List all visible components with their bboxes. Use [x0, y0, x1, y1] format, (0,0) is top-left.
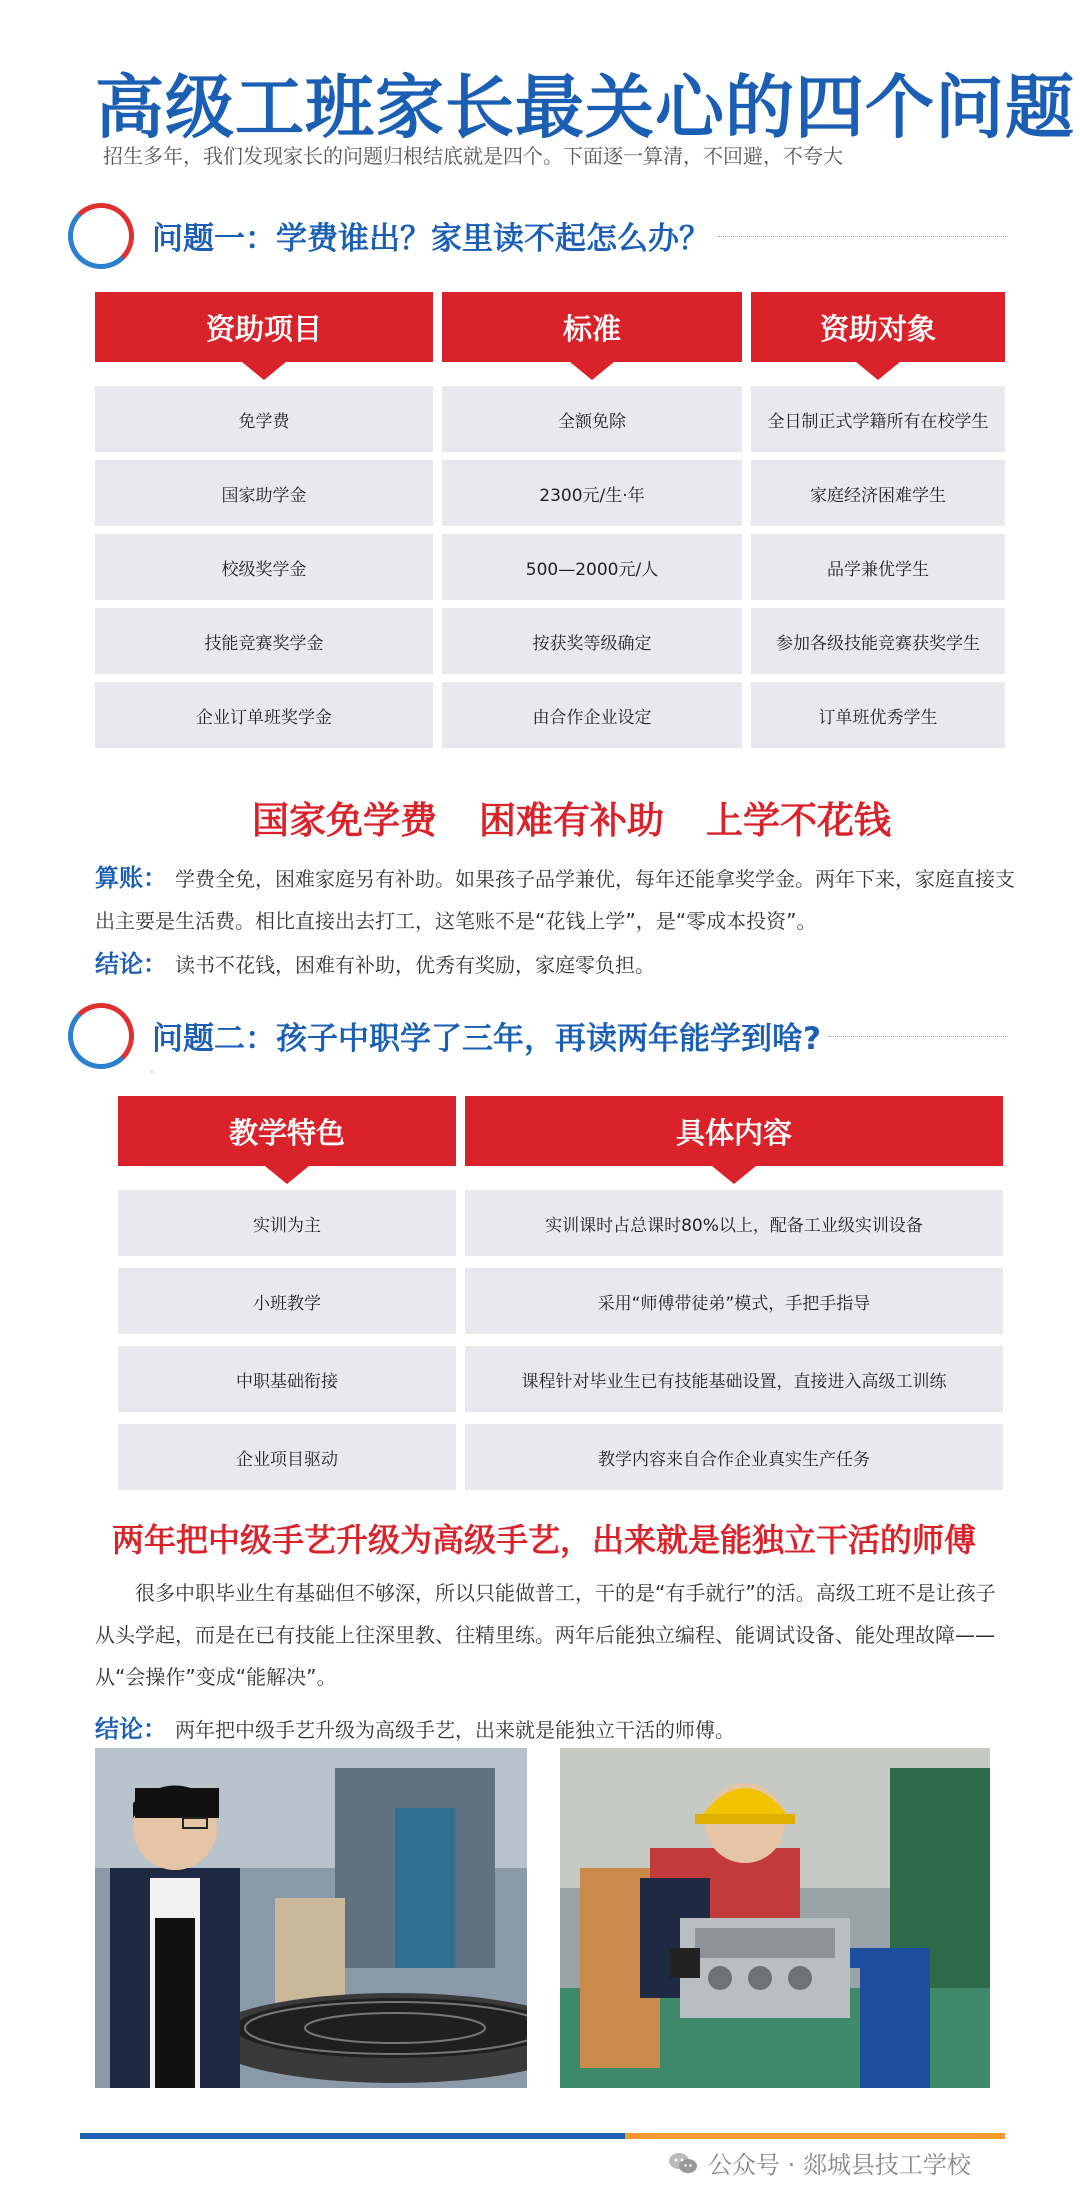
table-cell: 小班教学: [118, 1268, 456, 1334]
table-cell: 由合作企业设定: [442, 682, 742, 748]
table-header-cell: 标准: [442, 292, 742, 362]
account-paragraph: [95, 857, 1015, 942]
table-cell: 2300元/生·年: [442, 460, 742, 526]
divider: [828, 1036, 1008, 1037]
student-engine-photo: [560, 1748, 990, 2088]
table-cell: 实训为主: [118, 1190, 456, 1256]
table-cell: 家庭经济困难学生: [751, 460, 1005, 526]
slogan-part: 上学不花钱: [706, 799, 891, 842]
footer-bar-orange: [625, 2133, 1005, 2139]
table-cell: 500—2000元/人: [442, 534, 742, 600]
question-2-title: 问题二：孩子中职学了三年，再读两年能学到啥?: [152, 1021, 821, 1057]
table-cell: 教学内容来自合作企业真实生产任务: [465, 1424, 1003, 1490]
slogan: [252, 790, 933, 844]
footer-source[interactable]: [668, 2145, 971, 2180]
teaching-table: [118, 1096, 1003, 1496]
account-label: 算账：: [95, 864, 167, 892]
footer-bar-blue: [80, 2133, 625, 2139]
ring-icon: [68, 203, 134, 269]
body-paragraph: 很多中职毕业生有基础但不够深，所以只能做普工，干的是“有手就行”的活。高级工班不是让孩子从头学起，而是在已有技能上往深里教、往精里练。两年后能独立编程、能调试设备、能处理故障——从“会操作”变成“能解决”。: [95, 1581, 996, 1689]
table-cell: 全日制正式学籍所有在校学生: [751, 386, 1005, 452]
stray-dot: 。: [150, 1064, 160, 1075]
table-header-cell: 教学特色: [118, 1096, 456, 1166]
table-cell: 免学费: [95, 386, 433, 452]
footer-text: 公众号 · 郯城县技工学校: [708, 2151, 971, 2179]
wechat-icon: [668, 2151, 698, 2175]
table-cell: 品学兼优学生: [751, 534, 1005, 600]
table-cell: 实训课时占总课时80%以上，配备工业级实训设备: [465, 1190, 1003, 1256]
conclusion-paragraph: [95, 943, 1015, 986]
table-cell: 参加各级技能竞赛获奖学生: [751, 608, 1005, 674]
conclusion-text: 两年把中级手艺升级为高级手艺，出来就是能独立干活的师傅。: [175, 1718, 735, 1742]
slogan-part: 国家免学费: [252, 799, 437, 842]
question-1-title: 问题一：学费谁出？家里读不起怎么办？: [152, 221, 710, 257]
table-cell: 企业订单班奖学金: [95, 682, 433, 748]
table-header-cell: 资助项目: [95, 292, 433, 362]
question-1-header: [68, 203, 1008, 269]
table-cell: 课程针对毕业生已有技能基础设置，直接进入高级工训练: [465, 1346, 1003, 1412]
table-cell: 按获奖等级确定: [442, 608, 742, 674]
table-header-cell: 具体内容: [465, 1096, 1003, 1166]
conclusion-label: 结论：: [95, 950, 167, 978]
table-header-cell: 资助对象: [751, 292, 1005, 362]
page-title: 高级工班家长最关心的四个问题: [95, 68, 1075, 148]
table-cell: 企业项目驱动: [118, 1424, 456, 1490]
divider: [718, 236, 1008, 237]
slogan: 两年把中级手艺升级为高级手艺，出来就是能独立干活的师傅: [112, 1521, 977, 1559]
account-text: 学费全免，困难家庭另有补助。如果孩子品学兼优，每年还能拿奖学金。两年下来，家庭直接支出主要是生活费。相比直接出去打工，这笔账不是“花钱上学”，是“零成本投资”。: [95, 867, 1015, 933]
page-subtitle: 招生多年，我们发现家长的问题归根结底就是四个。下面逐一算清，不回避，不夸大: [103, 144, 843, 168]
question-2-header: [68, 1003, 1008, 1069]
table-cell: 校级奖学金: [95, 534, 433, 600]
funding-table: [95, 292, 1005, 762]
table-cell: 中职基础衔接: [118, 1346, 456, 1412]
table-cell: 技能竞赛奖学金: [95, 608, 433, 674]
table-cell: 采用“师傅带徒弟”模式，手把手指导: [465, 1268, 1003, 1334]
table-cell: 全额免除: [442, 386, 742, 452]
conclusion-text: 读书不花钱，困难有补助，优秀有奖励，家庭零负担。: [175, 953, 655, 977]
ring-icon: [68, 1003, 134, 1069]
table-cell: 订单班优秀学生: [751, 682, 1005, 748]
student-workshop-photo: [95, 1748, 527, 2088]
conclusion-paragraph: [95, 1708, 1015, 1751]
slogan-part: 困难有补助: [479, 799, 664, 842]
table-cell: 国家助学金: [95, 460, 433, 526]
conclusion-label: 结论：: [95, 1715, 167, 1743]
